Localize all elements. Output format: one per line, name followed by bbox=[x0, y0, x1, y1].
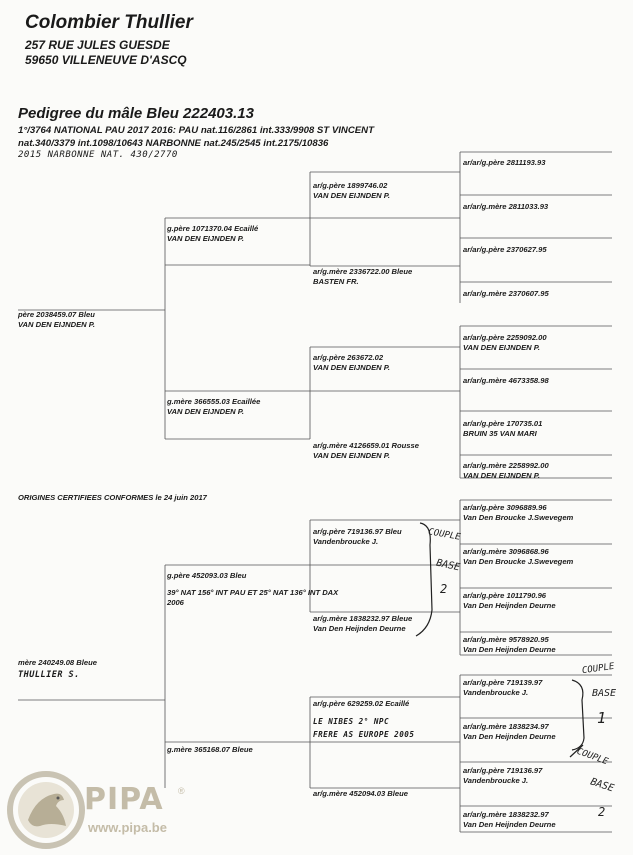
sire-g3-1 bbox=[463, 202, 548, 212]
sire-ggf1-owner: VAN DEN EIJNDEN P. bbox=[313, 191, 390, 200]
sire-g3-4-name: ar/ar/g.père 2259092.00 bbox=[463, 333, 547, 342]
sire-g3-1-name: ar/ar/g.mère 2811033.93 bbox=[463, 202, 549, 211]
dam-box bbox=[18, 658, 97, 680]
annotation-couple-base-2a-word1: COUPLE bbox=[427, 527, 462, 543]
dam-g3-5-name: ar/ar/g.mère 1838234.97 bbox=[463, 722, 549, 731]
dam-g3-2-owner: Van Den Heijnden Deurne bbox=[463, 601, 556, 610]
sire-grandmother-owner: VAN DEN EIJNDEN P. bbox=[167, 407, 244, 416]
dam-ggf1-box bbox=[313, 527, 402, 547]
dam-g3-5 bbox=[463, 722, 556, 742]
dam-g3-1-name: ar/ar/g.mère 3096868.96 bbox=[463, 547, 549, 556]
sire-g3-3 bbox=[463, 289, 549, 299]
dam-grandmother-box bbox=[167, 745, 253, 755]
annotation-couple-base-2b-word2: BASE bbox=[588, 776, 616, 795]
sire-g3-5-name: ar/ar/g.mère 4673358.98 bbox=[463, 376, 549, 385]
pipa-url: www.pipa.be bbox=[88, 820, 167, 835]
dam-ggm2-name: ar/g.mère 452094.03 Bleue bbox=[313, 789, 408, 798]
sire-name: père 2038459.07 Bleu bbox=[18, 310, 95, 319]
sire-ggm2-owner: VAN DEN EIJNDEN P. bbox=[313, 451, 390, 460]
sire-g3-7-owner: VAN DEN EIJNDEN P. bbox=[463, 471, 540, 480]
dam-ggm1-owner: Van Den Heijnden Deurne bbox=[313, 624, 406, 633]
dam-g3-4-name: ar/ar/g.père 719139.97 bbox=[463, 678, 543, 687]
sire-owner: VAN DEN EIJNDEN P. bbox=[18, 320, 95, 329]
dam-name: mère 240249.08 Bleue bbox=[18, 658, 97, 667]
certification-note: ORIGINES CERTIFIEES CONFORMES le 24 juin 2017 bbox=[18, 493, 207, 502]
dam-ggf1-owner: Vandenbroucke J. bbox=[313, 537, 379, 546]
dam-g3-1-owner: Van Den Broucke J.Swevegem bbox=[463, 557, 574, 566]
dam-ggf2-note2: FRERE AS EUROPE 2005 bbox=[313, 730, 415, 739]
sire-ggm2-name: ar/g.mère 4126659.01 Rousse bbox=[313, 441, 419, 450]
sire-g3-5 bbox=[463, 376, 549, 386]
dam-g3-7 bbox=[463, 810, 556, 830]
dam-ggm1-box bbox=[313, 614, 412, 634]
sire-g3-6-owner: BRUIN 35 VAN MARI bbox=[463, 429, 537, 438]
sire-box bbox=[18, 310, 95, 330]
dam-g3-3-name: ar/ar/g.mère 9578920.95 bbox=[463, 635, 549, 644]
sire-g3-7 bbox=[463, 461, 549, 481]
results-handwritten: 2015 NARBONNE NAT. 430/2770 bbox=[18, 150, 178, 160]
dam-owner: THULLIER S. bbox=[18, 670, 80, 680]
dam-g3-1 bbox=[463, 547, 573, 567]
annotation-couple-base-1-word2: BASE bbox=[592, 688, 617, 699]
address-line-2: 59650 VILLENEUVE D'ASCQ bbox=[25, 53, 187, 67]
dam-ggf1-name: ar/g.père 719136.97 Bleu bbox=[313, 527, 402, 536]
results-line-1: 1°/3764 NATIONAL PAU 2017 2016: PAU nat.116/2861 int.333/9908 ST VINCENT bbox=[18, 125, 374, 136]
sire-g3-6-name: ar/ar/g.père 170735.01 bbox=[463, 419, 543, 428]
bracket-base1 bbox=[572, 680, 584, 750]
annotation-couple-base-2b-number: 2 bbox=[598, 805, 606, 819]
sire-ggf2-name: ar/g.père 263672.02 bbox=[313, 353, 384, 362]
sire-ggf1-box bbox=[313, 181, 390, 201]
dam-grandfather-year: 2006 bbox=[167, 598, 184, 607]
dam-g3-0 bbox=[463, 503, 573, 523]
sire-grandmother-name: g.mère 366555.03 Ecaillée bbox=[167, 397, 261, 406]
pigeon-icon bbox=[6, 770, 86, 850]
sire-g3-0-name: ar/ar/g.père 2811193.93 bbox=[463, 158, 546, 167]
dam-g3-7-owner: Van Den Heijnden Deurne bbox=[463, 820, 556, 829]
sire-ggm1-owner: BASTEN FR. bbox=[313, 277, 359, 286]
annotation-couple-base-1-number: 1 bbox=[597, 709, 607, 727]
sire-g3-0 bbox=[463, 158, 545, 168]
dam-g3-6-name: ar/ar/g.père 719136.97 bbox=[463, 766, 543, 775]
sire-ggf1-name: ar/g.père 1899746.02 bbox=[313, 181, 388, 190]
sire-ggm1-name: ar/g.mère 2336722.00 Bleue bbox=[313, 267, 413, 276]
pipa-logo bbox=[6, 770, 196, 850]
loft-name: Colombier Thullier bbox=[25, 12, 193, 33]
pipa-brand: PIPA bbox=[84, 782, 164, 817]
sire-grandfather-box bbox=[167, 224, 258, 244]
annotation-couple-base-1-word1: COUPLE bbox=[581, 661, 616, 677]
sire-g3-2 bbox=[463, 245, 547, 255]
dam-g3-4-owner: Vandenbroucke J. bbox=[463, 688, 529, 697]
dam-grandfather-notes: 39° NAT 156° INT PAU ET 25° NAT 136° INT DAX bbox=[167, 588, 339, 597]
dam-ggf2-note1: LE NIBES 2° NPC bbox=[313, 717, 390, 726]
dam-ggf2-box bbox=[313, 699, 414, 740]
results-line-2: nat.340/3379 int.1098/10643 NARBONNE nat.245/2545 int.2175/10836 bbox=[18, 138, 329, 149]
dam-g3-0-owner: Van Den Broucke J.Swevegem bbox=[463, 513, 574, 522]
sire-ggf2-owner: VAN DEN EIJNDEN P. bbox=[313, 363, 390, 372]
sire-grandfather-owner: VAN DEN EIJNDEN P. bbox=[167, 234, 244, 243]
dam-g3-6-owner: Vandenbroucke J. bbox=[463, 776, 529, 785]
annotation-couple-base-2b-word1: COUPLE bbox=[575, 746, 610, 768]
dam-grandfather-box bbox=[167, 571, 338, 608]
dam-g3-7-name: ar/ar/g.mère 1838232.97 bbox=[463, 810, 549, 819]
sire-g3-2-name: ar/ar/g.père 2370627.95 bbox=[463, 245, 547, 254]
sire-g3-6 bbox=[463, 419, 542, 439]
annotation-couple-base-2a-word2: BASE bbox=[435, 557, 461, 574]
dam-g3-2 bbox=[463, 591, 556, 611]
bracket-base2-a bbox=[416, 523, 432, 636]
sire-grandfather-name: g.père 1071370.04 Ecaillé bbox=[167, 224, 259, 233]
sire-ggm2-box bbox=[313, 441, 419, 461]
address-line-1: 257 RUE JULES GUESDE bbox=[25, 38, 170, 52]
dam-grandmother-name: g.mère 365168.07 Bleue bbox=[167, 745, 253, 754]
sire-g3-3-name: ar/ar/g.mère 2370607.95 bbox=[463, 289, 549, 298]
sire-g3-4 bbox=[463, 333, 547, 353]
sire-ggm1-box bbox=[313, 267, 412, 287]
dam-g3-3-owner: Van Den Heijnden Deurne bbox=[463, 645, 556, 654]
dam-g3-3 bbox=[463, 635, 556, 655]
pipa-registered: ® bbox=[178, 786, 185, 796]
sire-grandmother-box bbox=[167, 397, 260, 417]
pedigree-title: Pedigree du mâle Bleu 222403.13 bbox=[18, 105, 254, 122]
dam-ggf2-name: ar/g.père 629259.02 Ecaillé bbox=[313, 699, 410, 708]
dam-ggm1-name: ar/g.mère 1838232.97 Bleue bbox=[313, 614, 413, 623]
annotation-couple-base-2a-number: 2 bbox=[440, 582, 448, 596]
sire-ggf2-box bbox=[313, 353, 390, 373]
dam-g3-4 bbox=[463, 678, 542, 698]
sire-g3-7-name: ar/ar/g.mère 2258992.00 bbox=[463, 461, 549, 470]
dam-g3-5-owner: Van Den Heijnden Deurne bbox=[463, 732, 556, 741]
dam-ggm2-box bbox=[313, 789, 408, 799]
sire-g3-4-owner: VAN DEN EIJNDEN P. bbox=[463, 343, 540, 352]
dam-g3-0-name: ar/ar/g.père 3096889.96 bbox=[463, 503, 547, 512]
dam-g3-6 bbox=[463, 766, 542, 786]
dam-g3-2-name: ar/ar/g.père 1011790.96 bbox=[463, 591, 547, 600]
dam-grandfather-name: g.père 452093.03 Bleu bbox=[167, 571, 247, 580]
